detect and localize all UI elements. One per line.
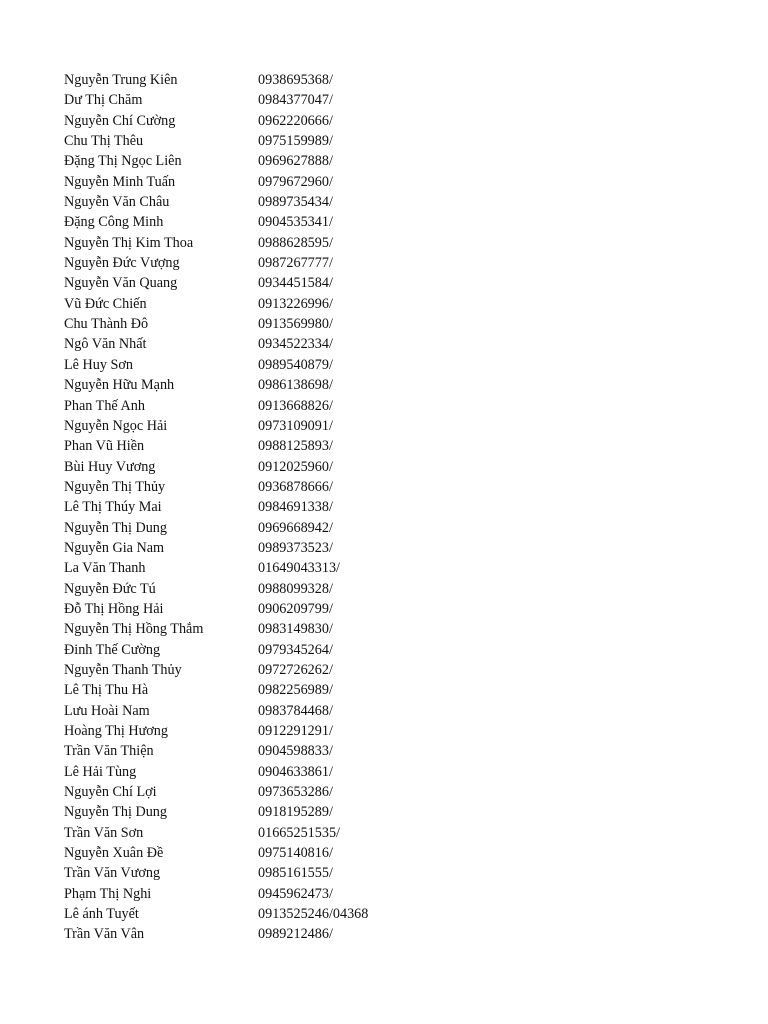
contact-row — [64, 334, 744, 354]
contact-row — [64, 355, 744, 375]
contact-name: Nguyễn Trung Kiên — [64, 72, 178, 88]
contact-row — [64, 762, 744, 782]
contact-phone: 0984691338/ — [258, 499, 333, 516]
contact-row — [64, 131, 744, 151]
contact-phone: 0934451584/ — [258, 275, 333, 292]
contact-name: Đặng Công Minh — [64, 214, 164, 231]
contact-row — [64, 823, 744, 843]
contact-name: Nguyễn Chí Lợi — [64, 784, 157, 801]
contact-row — [64, 375, 744, 395]
contact-name: Nguyễn Đức Tú — [64, 580, 156, 597]
contact-name: Đỗ Thị Hồng Hải — [64, 600, 164, 617]
contact-row — [64, 192, 744, 212]
contact-row — [64, 436, 744, 456]
contact-phone: 01665251535/ — [258, 824, 340, 841]
contact-name: Nguyễn Thị Thủy — [64, 478, 166, 495]
contact-phone: 0913668826/ — [258, 397, 333, 414]
contact-phone: 0912291291/ — [258, 723, 333, 739]
contact-row — [64, 782, 744, 802]
contact-phone: 0988099328/ — [258, 580, 333, 597]
contact-phone: 0934522334/ — [258, 336, 333, 353]
contact-name: Phạm Thị Nghi — [64, 885, 152, 902]
contact-row — [64, 802, 744, 822]
contact-name: Nguyễn Ngọc Hải — [64, 417, 168, 434]
contact-name: Đặng Thị Ngọc Liên — [64, 153, 182, 170]
contact-row — [64, 640, 744, 660]
contact-phone: 0936878666/ — [258, 478, 333, 495]
contact-name: Nguyễn Thị Kim Thoa — [64, 234, 194, 251]
contact-name: Nguyễn Thanh Thủy — [64, 661, 182, 678]
contact-phone: 0969668942/ — [258, 519, 333, 536]
contact-row — [64, 721, 744, 741]
contact-phone: 0989212486/ — [258, 926, 333, 943]
contact-row — [64, 518, 744, 538]
contact-name: Nguyễn Chí Cường — [64, 112, 176, 129]
contact-phone: 0904598833/ — [258, 743, 333, 760]
contact-row — [64, 904, 744, 924]
contact-phone: 0982256989/ — [258, 682, 333, 699]
contact-phone: 0983784468/ — [258, 702, 333, 719]
contact-name: Trần Văn Vương — [64, 865, 161, 882]
contact-name: Hoàng Thị Hương — [64, 723, 168, 739]
contact-row — [64, 701, 744, 721]
contact-phone: 0975159989/ — [258, 133, 333, 150]
contact-phone: 0906209799/ — [258, 600, 333, 617]
contact-name: Lê Thị Thu Hà — [64, 682, 149, 699]
contact-phone: 0969627888/ — [258, 153, 333, 170]
contact-row — [64, 416, 744, 436]
contact-phone: 01649043313/ — [258, 560, 340, 577]
contact-phone: 0987267777/ — [258, 255, 333, 272]
contact-row — [64, 497, 744, 517]
contact-row — [64, 660, 744, 680]
contact-name: La Văn Thanh — [64, 560, 146, 577]
contact-name: Bùi Huy Vương — [64, 458, 156, 475]
contact-name: Nguyễn Thị Hồng Thắm — [64, 621, 204, 638]
contact-phone: 0979345264/ — [258, 641, 333, 658]
contact-phone: 0989735434/ — [258, 194, 333, 211]
contact-phone: 0989540879/ — [258, 356, 333, 373]
contact-row — [64, 619, 744, 639]
contact-name: Chu Thành Đô — [64, 316, 149, 333]
contact-phone: 0984377047/ — [258, 92, 333, 109]
contact-row — [64, 457, 744, 477]
contact-name: Nguyễn Minh Tuấn — [64, 173, 176, 190]
contact-row — [64, 741, 744, 761]
contact-row — [64, 70, 744, 90]
contact-row — [64, 863, 744, 883]
contact-name: Lưu Hoài Nam — [64, 702, 150, 719]
contact-row — [64, 558, 744, 578]
contact-row — [64, 253, 744, 273]
contact-row — [64, 599, 744, 619]
contact-name: Nguyễn Xuân Đề — [64, 845, 164, 862]
contact-name: Nguyễn Văn Châu — [64, 194, 170, 211]
contact-phone: 0973653286/ — [258, 784, 333, 801]
contact-name: Dư Thị Chăm — [64, 92, 143, 109]
contact-row — [64, 477, 744, 497]
contact-name: Nguyễn Thị Dung — [64, 804, 167, 821]
contact-phone: 0938695368/ — [258, 72, 333, 88]
contact-row — [64, 579, 744, 599]
contact-name: Nguyễn Hữu Mạnh — [64, 377, 175, 394]
contact-phone: 0904633861/ — [258, 763, 333, 780]
contact-row — [64, 538, 744, 558]
contact-phone: 0988628595/ — [258, 234, 333, 251]
contact-phone: 0904535341/ — [258, 214, 333, 231]
contact-phone: 0979672960/ — [258, 173, 333, 190]
contact-row — [64, 680, 744, 700]
contact-phone: 0945962473/ — [258, 885, 333, 902]
contact-row — [64, 314, 744, 334]
contact-row — [64, 233, 744, 253]
contact-phone: 0973109091/ — [258, 417, 333, 434]
contact-name: Ngô Văn Nhất — [64, 336, 147, 353]
contact-row — [64, 884, 744, 904]
contact-phone: 0975140816/ — [258, 845, 333, 862]
contact-name: Lê Thị Thúy Mai — [64, 499, 162, 516]
contact-row — [64, 172, 744, 192]
contact-name: Lê Hải Tùng — [64, 763, 137, 780]
contact-phone: 0913569980/ — [258, 316, 333, 333]
contact-name: Lê ánh Tuyết — [64, 906, 139, 923]
contact-name: Phan Vũ Hiền — [64, 438, 145, 455]
contact-row — [64, 212, 744, 232]
contact-name: Nguyễn Đức Vượng — [64, 255, 180, 272]
contact-row — [64, 111, 744, 131]
contact-name: Nguyễn Văn Quang — [64, 275, 178, 292]
contact-name: Lê Huy Sơn — [64, 356, 133, 373]
contact-name: Trần Văn Vân — [64, 926, 145, 943]
contact-phone: 0983149830/ — [258, 621, 333, 638]
contact-phone: 0918195289/ — [258, 804, 333, 821]
contact-name: Đinh Thế Cường — [64, 641, 161, 658]
contact-phone: 0986138698/ — [258, 377, 333, 394]
contact-list — [64, 70, 744, 945]
contact-name: Trần Văn Sơn — [64, 824, 144, 841]
contact-name: Chu Thị Thêu — [64, 133, 144, 150]
contact-row — [64, 90, 744, 110]
contact-row — [64, 294, 744, 314]
contact-name: Nguyễn Thị Dung — [64, 519, 167, 536]
contact-name: Nguyễn Gia Nam — [64, 539, 165, 556]
contact-phone: 0912025960/ — [258, 458, 333, 475]
contact-name: Phan Thế Anh — [64, 397, 145, 414]
contact-row — [64, 843, 744, 863]
contact-phone: 0985161555/ — [258, 865, 333, 882]
contact-name: Trần Văn Thiện — [64, 743, 154, 760]
contact-phone: 0913226996/ — [258, 295, 333, 312]
contact-phone: 0972726262/ — [258, 661, 333, 678]
contact-phone: 0989373523/ — [258, 539, 333, 556]
contact-name: Vũ Đức Chiến — [64, 295, 147, 312]
contact-phone: 0988125893/ — [258, 438, 333, 455]
contact-row — [64, 396, 744, 416]
contact-phone: 0962220666/ — [258, 112, 333, 129]
contact-row — [64, 151, 744, 171]
contact-row — [64, 273, 744, 293]
contact-row — [64, 924, 744, 944]
contact-phone: 0913525246/04368 — [258, 906, 369, 923]
